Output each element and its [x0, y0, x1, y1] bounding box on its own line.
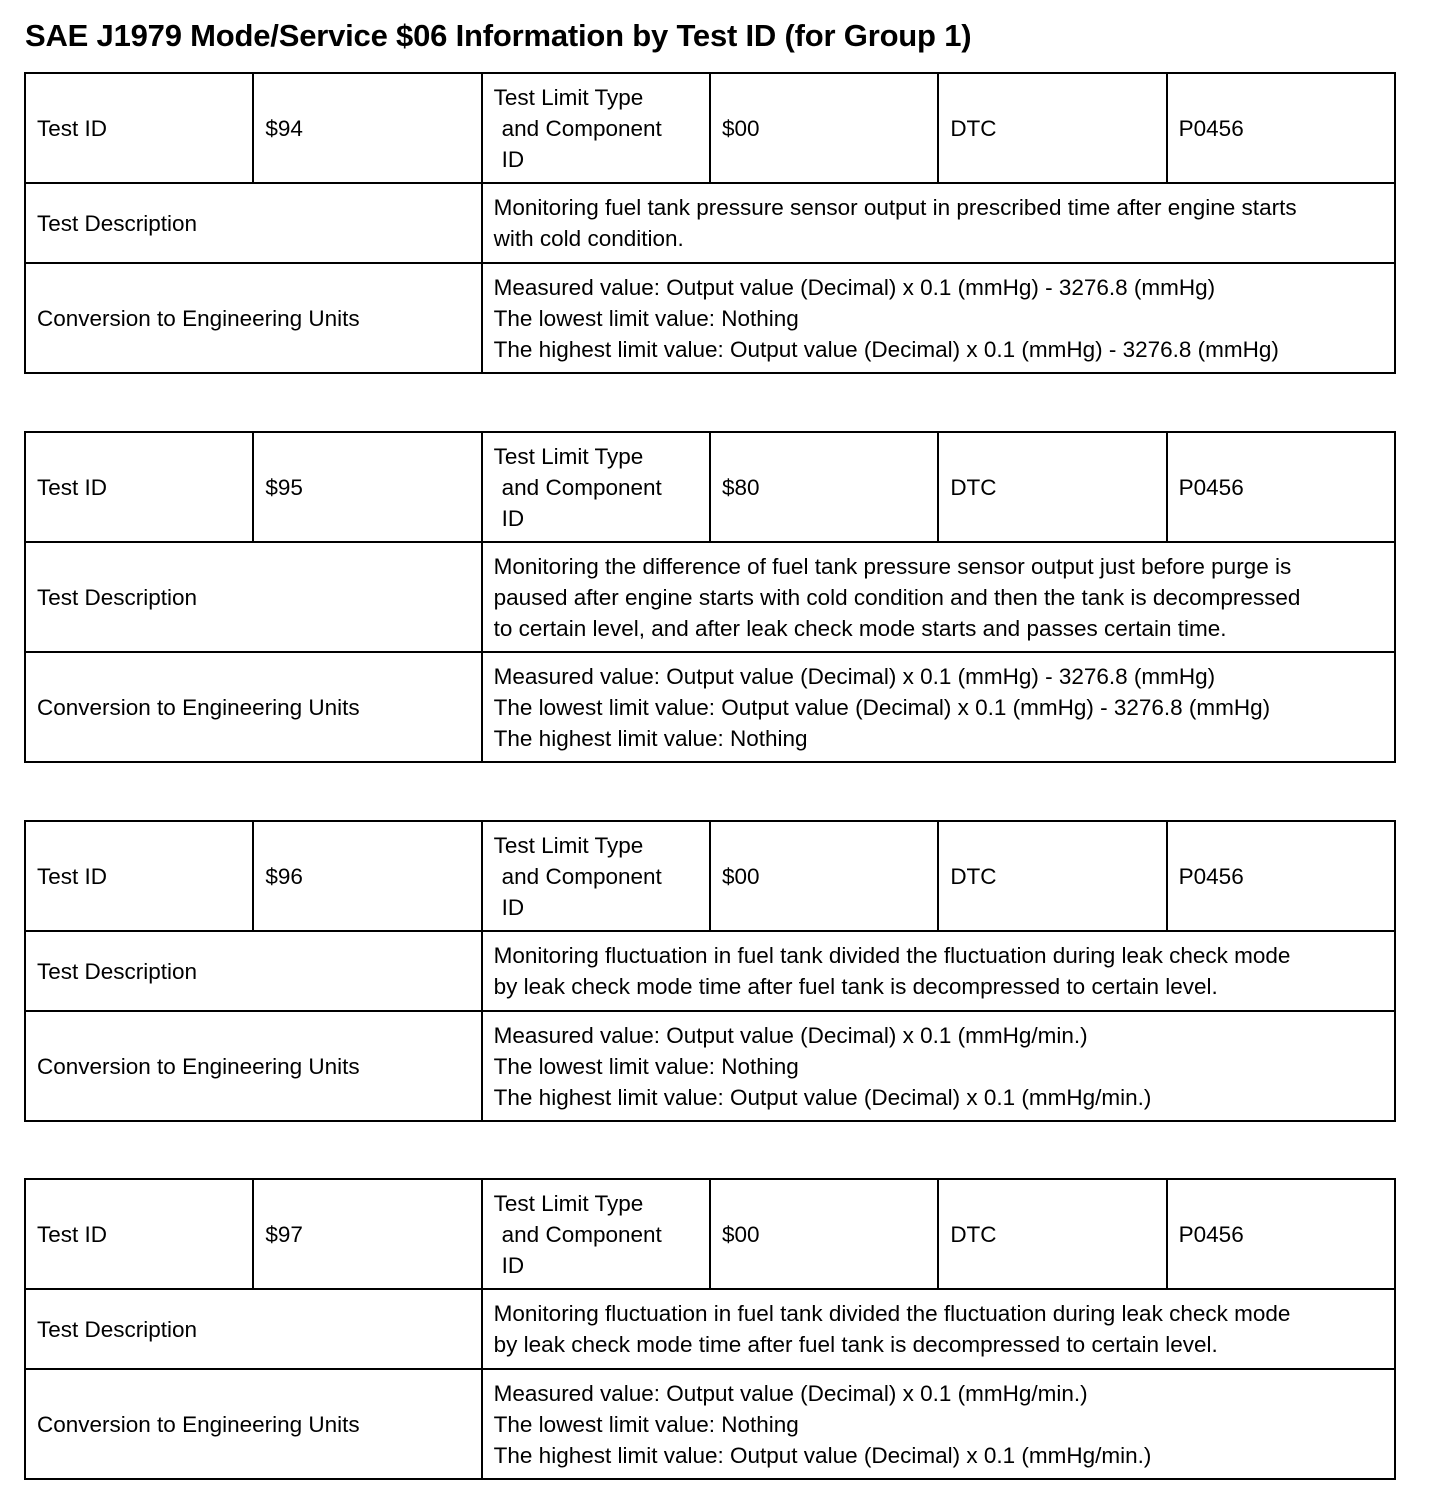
test-header-row: [25, 821, 1395, 931]
limit-type-value: $80: [710, 432, 938, 542]
highest-limit-line: The highest limit value: Output value (Decimal) x 0.1 (mmHg/min.): [493, 1084, 1152, 1110]
conversion-value: [482, 263, 1395, 373]
test-table: [24, 1178, 1396, 1480]
test-description-value: [482, 183, 1395, 263]
lowest-limit-line: The lowest limit value: Nothing: [493, 305, 799, 331]
dtc-label: DTC: [938, 432, 1166, 542]
description-line: by leak check mode time after fuel tank is decompressed to certain level.: [493, 1332, 1218, 1357]
measured-value-line: Measured value: Output value (Decimal) x 0.1 (mmHg) - 3276.8 (mmHg): [493, 274, 1216, 300]
test-description-row: [25, 1289, 1395, 1369]
limit-type-value: $00: [710, 73, 938, 183]
test-table: [24, 431, 1396, 763]
test-description-row: [25, 183, 1395, 263]
dtc-value: P0456: [1167, 1179, 1395, 1289]
conversion-row: [25, 263, 1395, 373]
limit-type-label-line: and Component: [501, 1221, 662, 1247]
limit-type-label: [482, 432, 710, 542]
description-line: Monitoring fluctuation in fuel tank divided the fluctuation during leak check mode: [493, 943, 1291, 968]
description-line: paused after engine starts with cold condition and then the tank is decompressed: [493, 584, 1301, 610]
dtc-value: P0456: [1167, 821, 1395, 931]
measured-value-line: Measured value: Output value (Decimal) x 0.1 (mmHg) - 3276.8 (mmHg): [493, 663, 1216, 689]
test-header-row: [25, 432, 1395, 542]
conversion-row: [25, 1011, 1395, 1121]
test-id-label: Test ID: [25, 432, 253, 542]
test-id-value: $97: [253, 1179, 481, 1289]
limit-type-label-line: Test Limit Type: [493, 1190, 644, 1216]
limit-type-label: [482, 73, 710, 183]
conversion-label: Conversion to Engineering Units: [25, 652, 482, 762]
limit-type-label-line: ID: [501, 1252, 525, 1278]
conversion-value: [482, 652, 1395, 762]
limit-type-label: [482, 821, 710, 931]
test-header-row: [25, 1179, 1395, 1289]
description-line: Monitoring fuel tank pressure sensor output in prescribed time after engine starts: [493, 195, 1297, 220]
limit-type-label-line: ID: [501, 505, 525, 531]
dtc-label: DTC: [938, 821, 1166, 931]
test-table: [24, 820, 1396, 1122]
conversion-value: [482, 1369, 1395, 1479]
highest-limit-line: The highest limit value: Output value (Decimal) x 0.1 (mmHg) - 3276.8 (mmHg): [493, 336, 1279, 362]
test-description-label: Test Description: [25, 931, 482, 1011]
highest-limit-line: The highest limit value: Output value (Decimal) x 0.1 (mmHg/min.): [493, 1442, 1152, 1468]
conversion-row: [25, 1369, 1395, 1479]
limit-type-label: [482, 1179, 710, 1289]
dtc-label: DTC: [938, 1179, 1166, 1289]
test-table: [24, 72, 1396, 374]
lowest-limit-line: The lowest limit value: Nothing: [493, 1053, 799, 1079]
conversion-value: [482, 1011, 1395, 1121]
dtc-value: P0456: [1167, 432, 1395, 542]
lowest-limit-line: The lowest limit value: Output value (Decimal) x 0.1 (mmHg) - 3276.8 (mmHg): [493, 694, 1271, 720]
test-id-label: Test ID: [25, 821, 253, 931]
conversion-label: Conversion to Engineering Units: [25, 1369, 482, 1479]
limit-type-label-line: Test Limit Type: [493, 84, 644, 110]
test-description-row: [25, 931, 1395, 1011]
limit-type-label-line: ID: [501, 146, 525, 172]
test-id-value: $96: [253, 821, 481, 931]
limit-type-label-line: ID: [501, 894, 525, 920]
dtc-value: P0456: [1167, 73, 1395, 183]
limit-type-label-line: Test Limit Type: [493, 832, 644, 858]
test-id-label: Test ID: [25, 73, 253, 183]
highest-limit-line: The highest limit value: Nothing: [493, 725, 808, 751]
description-line: Monitoring fluctuation in fuel tank divided the fluctuation during leak check mode: [493, 1301, 1291, 1326]
test-id-value: $95: [253, 432, 481, 542]
test-description-label: Test Description: [25, 542, 482, 652]
test-description-value: [482, 542, 1395, 652]
test-description-value: [482, 1289, 1395, 1369]
conversion-label: Conversion to Engineering Units: [25, 263, 482, 373]
test-id-value: $94: [253, 73, 481, 183]
page-title: SAE J1979 Mode/Service $06 Information by Test ID (for Group 1): [25, 18, 972, 53]
lowest-limit-line: The lowest limit value: Nothing: [493, 1411, 799, 1437]
limit-type-value: $00: [710, 821, 938, 931]
limit-type-value: $00: [710, 1179, 938, 1289]
test-id-label: Test ID: [25, 1179, 253, 1289]
conversion-label: Conversion to Engineering Units: [25, 1011, 482, 1121]
test-header-row: [25, 73, 1395, 183]
measured-value-line: Measured value: Output value (Decimal) x 0.1 (mmHg/min.): [493, 1380, 1088, 1406]
test-description-label: Test Description: [25, 183, 482, 263]
dtc-label: DTC: [938, 73, 1166, 183]
description-line: with cold condition.: [493, 226, 684, 251]
limit-type-label-line: and Component: [501, 863, 662, 889]
limit-type-label-line: and Component: [501, 115, 662, 141]
measured-value-line: Measured value: Output value (Decimal) x 0.1 (mmHg/min.): [493, 1022, 1088, 1048]
conversion-row: [25, 652, 1395, 762]
test-description-label: Test Description: [25, 1289, 482, 1369]
test-description-row: [25, 542, 1395, 652]
description-line: Monitoring the difference of fuel tank pressure sensor output just before purge is: [493, 553, 1292, 579]
limit-type-label-line: and Component: [501, 474, 662, 500]
description-line: to certain level, and after leak check mode starts and passes certain time.: [493, 615, 1227, 641]
description-line: by leak check mode time after fuel tank is decompressed to certain level.: [493, 974, 1218, 999]
limit-type-label-line: Test Limit Type: [493, 443, 644, 469]
test-description-value: [482, 931, 1395, 1011]
